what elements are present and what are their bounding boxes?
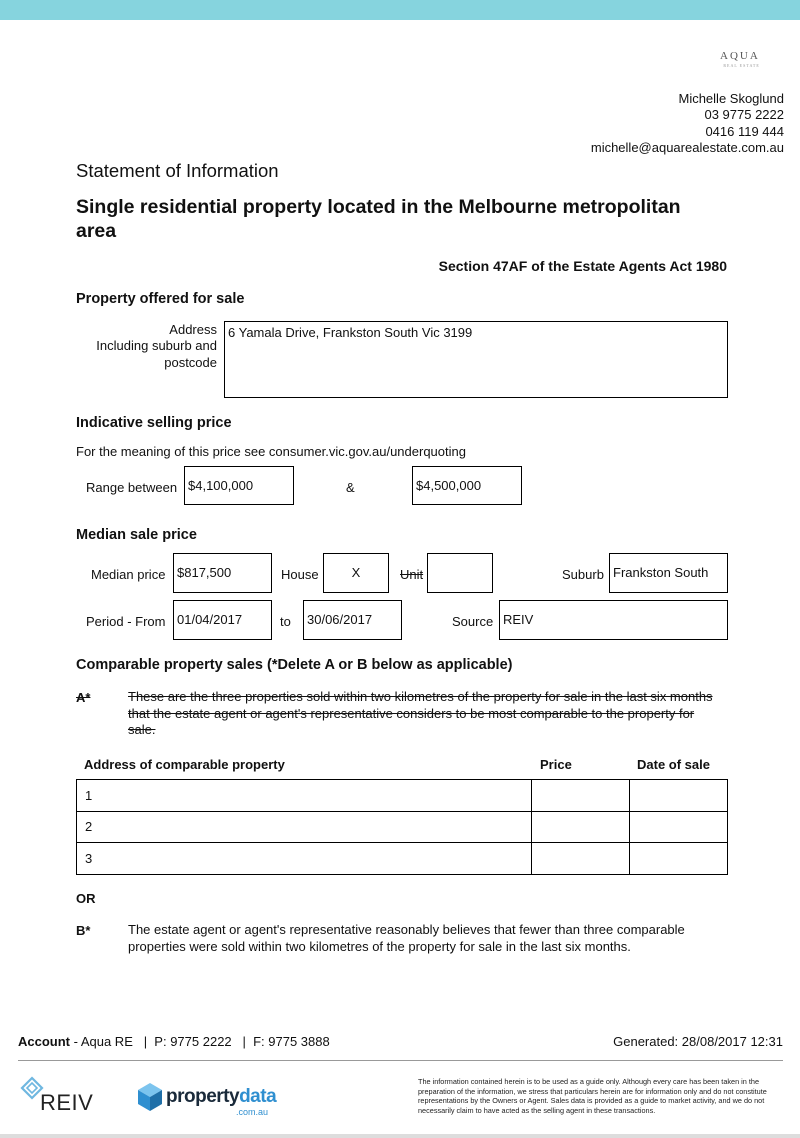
- top-accent-bar: [0, 0, 800, 20]
- median-price-field[interactable]: $817,500: [173, 553, 272, 593]
- account-details: - Aqua RE | P: 9775 2222 | F: 9775 3888: [70, 1034, 330, 1049]
- indicative-note: For the meaning of this price see consumer.vic.gov.au/underquoting: [76, 444, 466, 459]
- agent-phone: 03 9775 2222: [704, 107, 784, 123]
- suburb-label: Suburb: [562, 567, 604, 582]
- bottom-edge: [0, 1134, 800, 1138]
- agent-mobile: 0416 119 444: [705, 123, 784, 139]
- page-heading: Single residential property located in the Melbourne metropolitan area: [76, 196, 681, 242]
- comparable-price-cell[interactable]: [532, 811, 630, 843]
- account-label: Account: [18, 1034, 70, 1049]
- option-a-label: A*: [76, 690, 91, 705]
- section-reference: Section 47AF of the Estate Agents Act 1980: [438, 258, 727, 274]
- table-row: [77, 843, 728, 875]
- comparable-table: [76, 779, 728, 875]
- aqua-logo: AQUA REAL ESTATE: [720, 50, 760, 68]
- comparable-price-cell[interactable]: [532, 843, 630, 875]
- agent-email: michelle@aquarealestate.com.au: [590, 139, 784, 155]
- property-heading: Property offered for sale: [76, 291, 245, 307]
- unit-label: Unit: [400, 567, 424, 582]
- period-label: Period - From: [86, 614, 166, 629]
- option-b-label: B*: [76, 923, 91, 938]
- source-label: Source: [452, 614, 494, 629]
- col-price-header: Price: [540, 757, 572, 772]
- reiv-logo: REIV: [20, 1076, 100, 1118]
- indicative-heading: Indicative selling price: [76, 415, 232, 431]
- unit-field[interactable]: [427, 553, 493, 593]
- statement-title: Statement of Information: [76, 160, 279, 181]
- agent-name: Michelle Skoglund: [678, 91, 784, 106]
- comparable-address-cell[interactable]: 3: [77, 843, 532, 875]
- period-to-label: to: [280, 614, 291, 629]
- house-field[interactable]: X: [323, 553, 389, 593]
- comparable-date-cell[interactable]: [630, 843, 728, 875]
- range-low-field[interactable]: $4,100,000: [184, 466, 294, 505]
- table-row: [77, 811, 728, 843]
- range-label: Range between: [86, 480, 178, 495]
- or-label: OR: [76, 891, 96, 906]
- comparable-address-cell[interactable]: 1: [77, 780, 532, 812]
- address-field[interactable]: 6 Yamala Drive, Frankston South Vic 3199: [224, 321, 728, 398]
- comparable-price-cell[interactable]: [532, 780, 630, 812]
- footer-divider: [18, 1060, 783, 1061]
- suburb-field[interactable]: Frankston South: [609, 553, 728, 593]
- period-from-field[interactable]: 01/04/2017: [173, 600, 272, 640]
- option-a-text: These are the three properties sold within two kilometres of the property for sale in the last six months that the estate agent or agent's representative considers to be most comparable to the property for sale.: [128, 689, 713, 737]
- comparable-heading: Comparable property sales (*Delete A or B below as applicable): [76, 657, 513, 673]
- comparable-date-cell[interactable]: [630, 780, 728, 812]
- house-label: House: [281, 567, 319, 582]
- median-heading: Median sale price: [76, 527, 197, 543]
- comparable-date-cell[interactable]: [630, 811, 728, 843]
- comparable-address-cell[interactable]: 2: [77, 811, 532, 843]
- propertydata-logo: propertydata .com.au: [136, 1082, 286, 1122]
- col-address-header: Address of comparable property: [84, 757, 285, 772]
- propertydata-cube-icon: [136, 1082, 164, 1112]
- source-field[interactable]: REIV: [499, 600, 728, 640]
- table-row: [77, 780, 728, 812]
- option-b-text: The estate agent or agent's representative reasonably believes that fewer than three comparable properties were sold within two kilometres of the property for sale in the last six months.: [128, 922, 685, 954]
- period-to-field[interactable]: 30/06/2017: [303, 600, 402, 640]
- range-ampersand: &: [346, 480, 355, 495]
- col-date-header: Date of sale: [637, 757, 710, 772]
- footer-account-row: [18, 1034, 783, 1049]
- address-label: Address Including suburb and postcode: [96, 322, 217, 370]
- footer-disclaimer: The information contained herein is to be used as a guide only. Although every care has been taken in the preparation of the information, we stress that particulars herein are for information only and do not constitute representations by the Owners or Agent. Sales data is provided as a guide to market activity, and we do not necessarily claim to have acted as the selling agent in these transactions.: [418, 1077, 767, 1115]
- generated-timestamp: Generated: 28/08/2017 12:31: [613, 1034, 783, 1049]
- agent-contact: [591, 91, 784, 156]
- range-high-field[interactable]: $4,500,000: [412, 466, 522, 505]
- median-price-label: Median price: [91, 567, 166, 582]
